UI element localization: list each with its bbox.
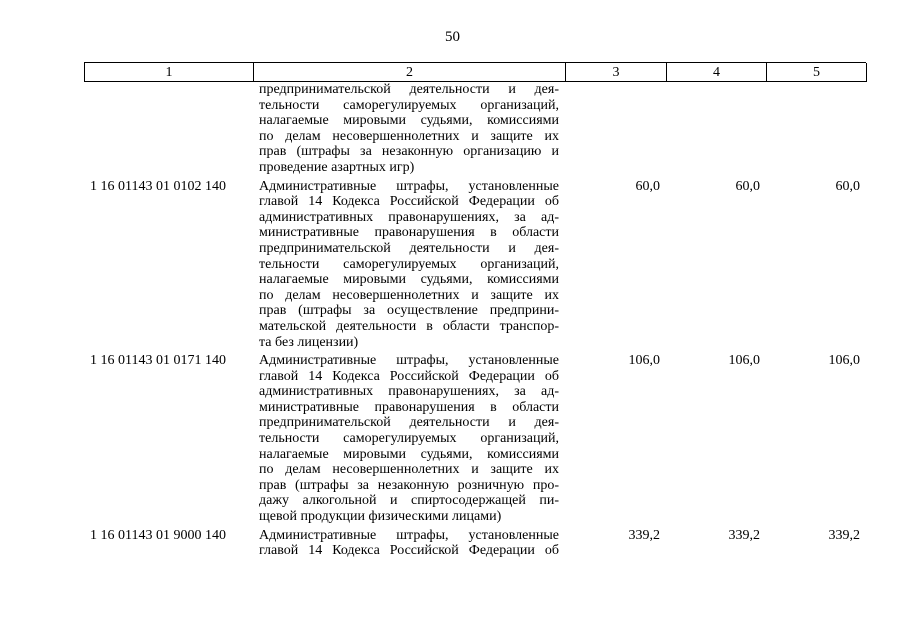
column-header-2: 2 [254, 63, 566, 82]
value-col-5: 339,2 [828, 527, 860, 543]
value-col-5: 106,0 [828, 353, 860, 369]
description-line: Административные штрафы, установленные [259, 178, 559, 194]
row-description [253, 528, 565, 559]
row-description [253, 82, 565, 176]
description-line: налагаемые мировыми судьями, комиссиями [259, 272, 559, 288]
column-header-3: 3 [566, 63, 667, 82]
description-line: министративные правонарушения в области [259, 225, 559, 241]
description-line: мательской деятельности в области транспор- [259, 318, 559, 334]
description-line: предпринимательской деятельности и дея- [259, 240, 559, 256]
description-line: прав (штрафы за осуществление предприни- [259, 303, 559, 319]
description-line: предпринимательской деятельности и дея- [259, 82, 559, 97]
description-line: тельности саморегулируемых организаций, [259, 431, 559, 447]
description-line: предпринимательской деятельности и дея- [259, 415, 559, 431]
description-line: административных правонарушениях, за ад- [259, 384, 559, 400]
value-col-4: 60,0 [735, 178, 760, 194]
description-line: министративные правонарушения в области [259, 399, 559, 415]
row-code: 1 16 01143 01 0171 140 [90, 353, 226, 369]
value-col-3: 106,0 [628, 353, 660, 369]
column-header-5: 5 [767, 63, 867, 82]
page-number: 50 [445, 29, 460, 45]
value-col-4: 106,0 [728, 353, 760, 369]
row-code: 1 16 01143 01 0102 140 [90, 178, 226, 194]
value-col-5: 60,0 [835, 178, 860, 194]
description-line: по делам несовершеннолетних и защите их [259, 128, 559, 144]
description-line: тельности саморегулируемых организаций, [259, 97, 559, 113]
table-row-continuation [84, 82, 866, 176]
description-line: проведение азартных игр) [259, 159, 415, 175]
description-line: тельности саморегулируемых организаций, [259, 256, 559, 272]
description-line: главой 14 Кодекса Российской Федерации об [259, 368, 559, 384]
table-header [84, 62, 866, 82]
row-description [253, 179, 565, 351]
value-col-3: 60,0 [635, 178, 660, 194]
description-line: Административные штрафы, установленные [259, 527, 559, 543]
value-col-3: 339,2 [628, 527, 660, 543]
description-line: прав (штрафы за незаконную организацию и [259, 144, 559, 160]
description-line: прав (штрафы за незаконную розничную про- [259, 477, 559, 493]
row-description [253, 353, 565, 525]
row-code: 1 16 01143 01 9000 140 [90, 527, 226, 543]
value-col-4: 339,2 [728, 527, 760, 543]
description-line: щевой продукции физическими лицами) [259, 509, 502, 525]
budget-table [84, 62, 866, 559]
column-header-1: 1 [85, 63, 254, 82]
description-line: по делам несовершеннолетних и защите их [259, 287, 559, 303]
column-header-4: 4 [667, 63, 767, 82]
description-line: главой 14 Кодекса Российской Федерации об [259, 543, 559, 559]
description-line: административных правонарушениях, за ад- [259, 209, 559, 225]
row-code [84, 82, 253, 176]
table-row [84, 179, 866, 351]
description-line: главой 14 Кодекса Российской Федерации об [259, 194, 559, 210]
table-row [84, 528, 866, 559]
description-line: налагаемые мировыми судьями, комиссиями [259, 113, 559, 129]
table-row [84, 353, 866, 525]
description-line: по делам несовершеннолетних и защите их [259, 462, 559, 478]
description-line: та без лицензии) [259, 334, 359, 350]
description-line: Административные штрафы, установленные [259, 353, 559, 369]
description-line: налагаемые мировыми судьями, комиссиями [259, 446, 559, 462]
description-line: дажу алкогольной и спиртосодержащей пи- [259, 493, 559, 509]
